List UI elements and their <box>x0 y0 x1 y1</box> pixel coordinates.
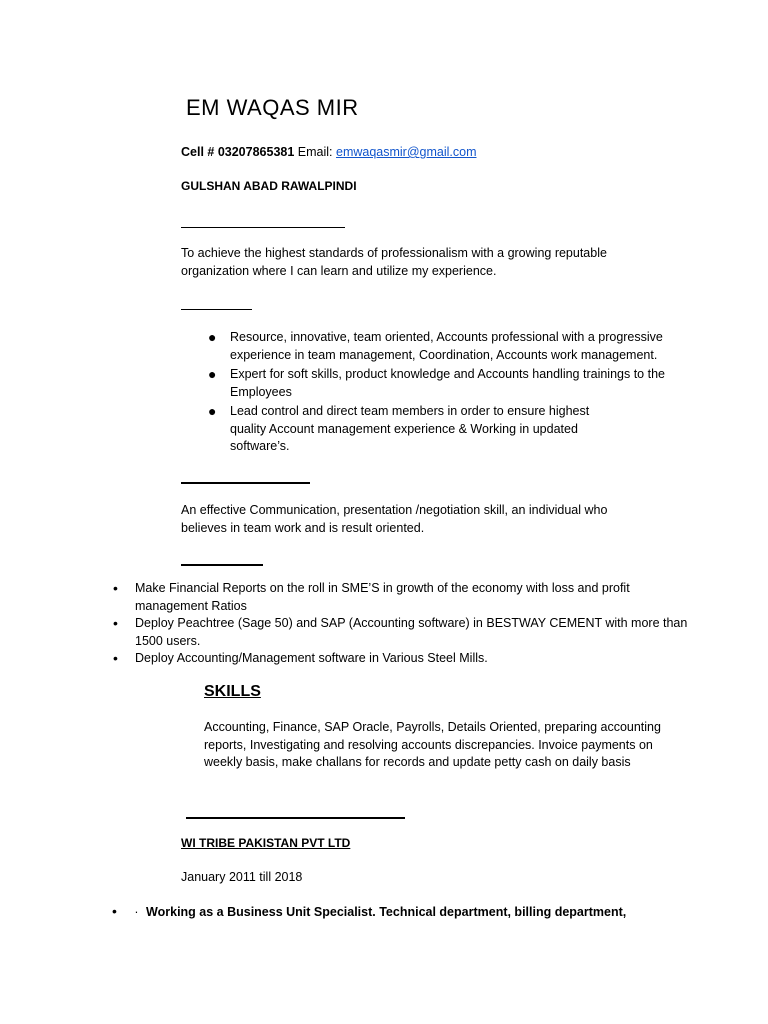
profile-list <box>208 329 680 456</box>
company-name: WI TRIBE PAKISTAN PVT LTD <box>181 836 351 850</box>
email-label: Email: <box>297 145 333 159</box>
bullet-icon: ● <box>208 329 217 345</box>
strengths-text: An effective Communication, presentation /negotiation skill, an individual who believes in team work and is result oriented. <box>181 503 608 535</box>
cell-number: Cell # 03207865381 <box>181 145 295 159</box>
section-divider-strengths <box>181 482 310 484</box>
email-link[interactable]: emwaqasmir@gmail.com <box>336 145 477 159</box>
section-divider-achievements <box>181 564 263 566</box>
list-item: • Deploy Accounting/Management software in Various Steel Mills. <box>113 650 488 666</box>
bullet-icon: ● <box>208 403 217 419</box>
contact-line <box>181 145 477 159</box>
bullet-icon: ● <box>208 366 217 382</box>
list-item: ● Expert for soft skills, product knowledge and Accounts handling trainings to the Employees <box>208 366 665 399</box>
sub-bullet-marker: · <box>134 905 139 919</box>
section-divider-profile <box>181 309 252 310</box>
address: GULSHAN ABAD RAWALPINDI <box>181 179 357 193</box>
employment-dates: January 2011 till 2018 <box>181 870 303 884</box>
achievements-list <box>113 580 695 668</box>
list-item: ● Resource, innovative, team oriented, Accounts professional with a progressive experience in team management, Coordination, Accounts work management. <box>208 329 663 362</box>
skills-heading: SKILLS <box>204 683 261 700</box>
bullet-icon: • <box>113 580 118 596</box>
experience-item-text: Working as a Business Unit Specialist. Technical department, billing department, <box>146 905 627 919</box>
bullet-icon: • <box>113 615 118 631</box>
bullet-icon: • <box>113 650 118 666</box>
objective-text: To achieve the highest standards of professionalism with a growing reputable organization where I can learn and utilize my experience. <box>181 246 607 278</box>
section-divider-objective <box>181 227 345 228</box>
candidate-name: EM WAQAS MIR <box>186 95 359 120</box>
list-item: • Deploy Peachtree (Sage 50) and SAP (Accounting software) in BESTWAY CEMENT with more than 1500 users. <box>113 615 688 648</box>
skills-text: Accounting, Finance, SAP Oracle, Payrolls, Details Oriented, preparing accounting reports, Investigating and resolving accounts discrepancies. Invoice payments on weekly basis, make challans for records and update petty cash on daily basis <box>204 720 661 769</box>
list-item: • Make Financial Reports on the roll in SME’S in growth of the economy with loss and profit management Ratios <box>113 580 630 613</box>
list-item: ● Lead control and direct team members in order to ensure highest quality Account management experience & Working in updated software’s. <box>208 403 590 453</box>
experience-item <box>112 903 626 919</box>
section-divider-experience <box>186 817 405 819</box>
bullet-icon: • <box>112 903 117 919</box>
